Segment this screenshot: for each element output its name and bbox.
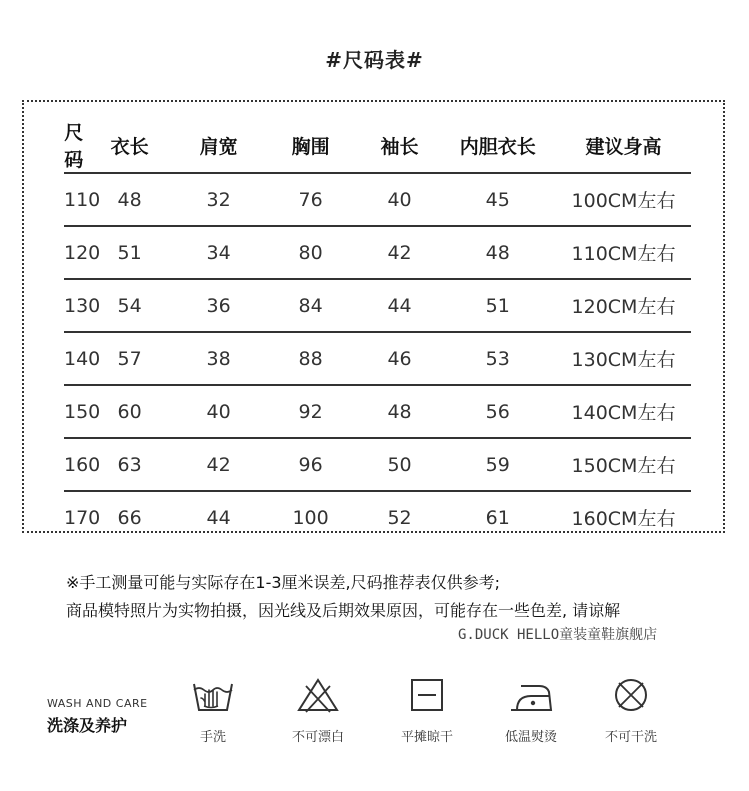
hand-wash-icon <box>191 676 235 716</box>
table-row <box>64 385 691 438</box>
table-cell: 42 <box>360 226 440 279</box>
table-cell: 48 <box>84 173 176 226</box>
table-cell: 160CM左右 <box>571 508 676 530</box>
table-cell: 40 <box>360 173 440 226</box>
table-row <box>64 491 691 543</box>
table-cell: 56 <box>439 385 556 438</box>
table-cell: 48 <box>439 226 556 279</box>
size-table <box>64 118 691 543</box>
table-cell: 44 <box>206 506 231 529</box>
table-cell: 150 <box>64 385 84 438</box>
table-cell: 38 <box>176 332 262 385</box>
table-row <box>64 279 691 332</box>
table-cell: 52 <box>387 506 412 529</box>
column-header: 尺码 <box>64 118 84 173</box>
table-cell: 130 <box>64 279 84 332</box>
no-bleach-icon <box>296 676 340 716</box>
care-item-no-dry-clean <box>586 676 676 745</box>
table-cell: 40 <box>176 385 262 438</box>
table-cell: 88 <box>262 332 360 385</box>
table-cell: 48 <box>360 385 440 438</box>
table-cell: 59 <box>439 438 556 491</box>
table-cell: 120 <box>64 226 84 279</box>
table-row <box>64 438 691 491</box>
dry-flat-icon <box>405 676 449 716</box>
table-cell: 110CM左右 <box>556 226 691 279</box>
table-row <box>64 173 691 226</box>
table-header-row <box>64 118 691 173</box>
low-iron-icon <box>507 676 555 716</box>
column-header: 内胆衣长 <box>439 118 556 173</box>
table-cell: 66 <box>117 506 142 529</box>
table-cell: 36 <box>176 279 262 332</box>
table-cell: 140 <box>64 332 84 385</box>
table-cell: 32 <box>176 173 262 226</box>
column-header: 袖长 <box>360 118 440 173</box>
no-dry-clean-icon <box>609 676 653 716</box>
table-cell: 53 <box>439 332 556 385</box>
store-name: G.DUCK HELLO童装童鞋旗舰店 <box>458 627 658 643</box>
care-label: 低温熨烫 <box>504 730 557 745</box>
table-cell: 34 <box>176 226 262 279</box>
page-title: #尺码表# <box>325 48 424 72</box>
care-item-low-iron <box>486 676 576 745</box>
measurement-note: ※手工测量可能与实际存在1-3厘米误差,尺码推荐表仅供参考; <box>66 573 501 592</box>
table-cell: 51 <box>439 279 556 332</box>
table-cell: 96 <box>262 438 360 491</box>
table-cell: 42 <box>176 438 262 491</box>
table-cell: 120CM左右 <box>556 279 691 332</box>
table-cell: 61 <box>485 506 510 529</box>
care-heading-en: WASH AND CARE <box>47 697 148 710</box>
table-cell: 100 <box>292 506 329 529</box>
table-cell: 44 <box>360 279 440 332</box>
care-item-dry-flat <box>382 676 472 745</box>
care-label: 平摊晾干 <box>400 730 453 745</box>
column-header: 衣长 <box>84 118 176 173</box>
care-item-no-bleach <box>273 676 363 745</box>
table-cell: 63 <box>84 438 176 491</box>
care-label: 不可干洗 <box>604 730 657 745</box>
table-cell: 54 <box>84 279 176 332</box>
table-cell: 50 <box>360 438 440 491</box>
table-row <box>64 226 691 279</box>
care-item-hand-wash <box>168 676 258 745</box>
table-cell: 92 <box>262 385 360 438</box>
table-cell: 57 <box>84 332 176 385</box>
table-cell: 130CM左右 <box>556 332 691 385</box>
table-row <box>64 332 691 385</box>
table-cell: 160 <box>64 438 84 491</box>
table-cell: 150CM左右 <box>556 438 691 491</box>
table-cell: 60 <box>84 385 176 438</box>
table-cell: 76 <box>262 173 360 226</box>
table-cell: 140CM左右 <box>556 385 691 438</box>
table-cell: 110 <box>64 173 84 226</box>
table-cell: 51 <box>84 226 176 279</box>
column-header: 肩宽 <box>176 118 262 173</box>
table-cell: 45 <box>439 173 556 226</box>
care-label: 手洗 <box>199 730 226 745</box>
care-heading-cn: 洗涤及养护 <box>47 716 128 735</box>
table-cell: 80 <box>262 226 360 279</box>
table-cell: 46 <box>360 332 440 385</box>
size-chart-box <box>22 100 725 533</box>
table-body <box>64 173 691 543</box>
column-header: 胸围 <box>262 118 360 173</box>
table-cell: 170 <box>64 506 101 529</box>
care-label: 不可漂白 <box>291 730 344 745</box>
color-note: 商品模特照片为实物拍摄，因光线及后期效果原因，可能存在一些色差, 请谅解 <box>66 601 621 620</box>
table-cell: 100CM左右 <box>556 173 691 226</box>
table-cell: 84 <box>262 279 360 332</box>
column-header: 建议身高 <box>556 118 691 173</box>
